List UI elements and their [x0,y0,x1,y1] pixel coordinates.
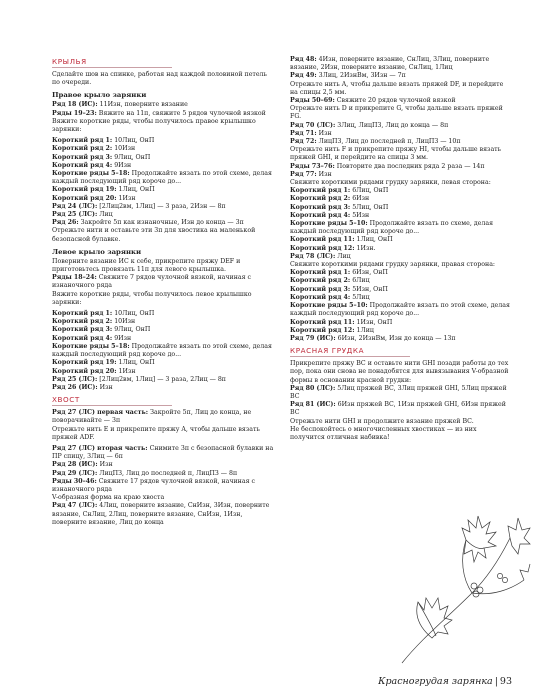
row-label: Ряд 29 (ЛС): [52,469,98,477]
instruction-text: 5Лиц пряжей BC, 3Лиц пряжей GHI, 5Лиц пряжей BC [290,384,507,400]
row-label: Короткий ряд 2: [52,318,113,326]
instruction-line [52,368,274,376]
row-label: Короткий ряд 4: [290,211,351,219]
instruction-line [52,195,274,203]
instruction-line [290,286,512,294]
instruction-text: Лиц [97,211,113,219]
row-label: Ряд 18 (ИС): [52,101,98,109]
row-label: Короткий ряд 4: [52,334,113,342]
instruction-text: Свяжите короткими рядами грудку зарянки, правая сторона: [290,261,496,269]
instruction-line [290,146,512,162]
instruction-text: [2Лиц2вм, 1Лиц] — 3 раза, 2Изн — 8п [97,202,226,210]
instruction-line [52,145,274,153]
row-label: Короткий ряд 20: [52,194,117,202]
instruction-line [52,110,274,118]
row-label: Ряд 81 (ИС): [290,401,336,409]
instruction-text: 1Лиц, ОнП [354,236,393,244]
instruction-line [290,401,512,417]
instruction-text: 10Лиц, ОнП [112,137,155,145]
section-heading-text: КРЫЛЬЯ [52,57,87,66]
row-label: Ряд 49: [290,72,317,80]
holly-illustration [392,498,532,668]
instruction-text: Продолжайте вязать по этой схеме, делая каждый последующий ряд короче до... [290,302,510,318]
instruction-text: Прикрепите пряжу BC и оставьте нити GHI позади работы до тех пор, пока они снова не понадобятся для вывязывания V-образной формы в основании красной грудки: [290,360,509,384]
instruction-line [52,470,274,478]
instruction-line [290,204,512,212]
instruction-text: Снимите 3п с безопасной булавки на ПР спицу, 3Лиц — 6п [52,444,274,461]
row-label: Ряд 48: [290,56,317,63]
instruction-text: V-образная форма на краю хвоста [52,494,165,502]
row-label: Короткий ряд 2: [52,145,113,153]
instruction-line [290,245,512,253]
row-label: Короткий ряд 12: [290,326,355,334]
instruction-text: 5Лиц, ОнП [350,203,389,211]
instruction-text: Свяжите 17 рядов чулочной вязкой, начиная с изнаночного ряда [52,477,255,493]
instruction-text: Изн [97,383,113,391]
instruction-text: Свяжите короткими рядами грудку зарянки, левая сторона: [290,179,491,187]
instruction-line [290,81,512,97]
instruction-line [52,335,274,343]
subheading [52,91,274,100]
instruction-text: 11Изн, поверните вязание [97,101,188,109]
row-label: Короткие ряды 5–18: [52,170,130,178]
instruction-line [52,384,274,392]
instruction-text: Вяжите короткие ряды, чтобы получилось левое крылышко зарянки: [52,290,252,306]
instruction-text: 3Лиц, 2ИзнВм, 3Изн — 7п [316,72,406,80]
section-heading-text: ХВОСТ [52,395,80,405]
instruction-text: 6Изн, 2ИзнВм, Изн до конца — 13п [335,334,456,342]
instruction-text: 6Лиц [350,277,370,285]
instruction-line [52,409,274,425]
row-label: Ряды 50–69: [290,97,335,105]
instruction-line [52,211,274,219]
row-label: Ряд 28 (ИС): [52,461,98,469]
instruction-text: 5Изн [350,211,370,219]
instruction-text: 10Изн [112,145,136,153]
instruction-line [290,97,512,105]
instruction-text: Вяжите короткие ряды, чтобы получилось правое крылышко зарянки: [52,117,256,134]
instruction-line [290,187,512,195]
instruction-line [290,179,512,187]
instruction-line [290,56,512,72]
footer-title: Красногрудая зарянка [378,676,493,687]
instruction-line [290,195,512,203]
instruction-text: Отрежьте нить E и прикрепите пряжу A, чтобы дальше вязать пряжей ADF. [52,425,260,441]
row-label: Ряд 70 (ЛС): [290,121,336,129]
row-label: Ряд 27 (ЛС) вторая часть: [52,444,148,452]
page-footer [378,676,512,687]
instruction-line [52,71,274,87]
row-label: Ряды 30–46: [52,477,97,485]
instruction-line [290,212,512,220]
instruction-line [52,154,274,162]
instruction-line [290,72,512,80]
instruction-line [52,291,274,307]
instruction-line [290,302,512,318]
subheading-text: Левое крыло зарянки [52,247,142,256]
row-label: Короткий ряд 3: [290,285,351,293]
instruction-text: Свяжите 20 рядов чулочной вязкой [334,97,456,105]
instruction-line [52,162,274,170]
row-label: Ряд 24 (ЛС): [52,202,98,210]
instruction-line [52,326,274,334]
instruction-text: Закройте 5п как изнаночные, Изн до конца — 3п [78,219,244,227]
row-label: Ряд 27 (ЛС) первая часть: [52,409,149,417]
row-label: Короткий ряд 19: [52,186,117,194]
instruction-text: Не беспокойтесь о многочисленных хвостиках — из них получится отличная набивка! [290,425,477,441]
row-label: Ряд 25 (ЛС): [52,211,98,219]
row-label: Ряд 79 (ИС): [290,334,336,342]
instruction-text: Лиц [335,252,351,260]
instruction-line [290,130,512,138]
row-label: Короткий ряд 2: [290,277,351,285]
instruction-line [52,494,274,502]
instruction-line [290,277,512,285]
right-column [290,56,512,442]
instruction-text: 5Изн, ОнП [350,285,388,293]
row-label: Короткий ряд 20: [52,367,117,375]
instruction-text: Отрежьте нити GHI и продолжите вязание пряжей BC. [290,417,474,425]
instruction-line [52,118,274,134]
instruction-text: ЛицПЗ, Лиц до последней п, ЛицПЗ — 8п [97,469,238,477]
instruction-line [290,105,512,121]
instruction-text: Изн [316,129,332,137]
row-label: Короткий ряд 4: [52,161,113,169]
instruction-line [290,385,512,401]
instruction-text: 6Изн, ОнП [350,269,388,277]
instruction-line [52,170,274,186]
instruction-line [290,220,512,236]
instruction-text: [2Лиц2вм, 1Лиц] — 3 раза, 2Лиц — 8п [97,375,226,383]
instruction-text: Продолжайте вязать по этой схеме, делая каждый последующий ряд короче до... [52,342,272,359]
row-label: Ряды 19–23: [52,109,97,117]
instruction-text: Отрежьте нить F и прикрепите пряжу HI, чтобы дальше вязать пряжей GHI, и перейдите на спицы 3 мм. [290,146,502,162]
instruction-line [290,138,512,146]
instruction-line [52,258,274,274]
row-label: Ряд 25 (ЛС): [52,375,98,383]
row-label: Короткий ряд 19: [52,359,117,367]
instruction-text: 1Лиц, ОнП [116,359,155,367]
instruction-line [52,478,274,494]
instruction-text: Повторите два последних ряда 2 раза — 14п [334,162,485,170]
instruction-line [52,101,274,109]
section-heading [52,57,172,68]
row-label: Ряд 78 (ЛС): [290,252,336,260]
instruction-line [52,426,274,442]
instruction-text: 9Лиц, ОнП [112,153,151,161]
row-label: Короткий ряд 11: [290,236,355,244]
instruction-text: Отрежьте нити и оставьте эти 3п для хвостика на маленькой безопасной булавке. [52,227,256,243]
instruction-text: Сделайте шов на спинке, работая над каждой половиной петель по очереди. [52,71,267,87]
instruction-text: Поверните вязание ИС к себе, прикрепите пряжу DEF и приготовьтесь провязать 11п для левого крылышка. [52,257,241,274]
instruction-line [290,335,512,343]
instruction-text: 9Лиц, ОнП [112,326,151,334]
instruction-line [290,418,512,426]
row-label: Короткий ряд 3: [52,153,113,161]
instruction-text: Вяжите на 11п, свяжите 5 рядов чулочной вязкой [96,109,266,117]
instruction-text: 1Лиц, ОнП [116,186,155,194]
instruction-line [290,426,512,442]
row-label: Короткий ряд 11: [290,318,355,326]
instruction-text: Отрежьте нить D и прикрепите G, чтобы дальше вязать пряжей FG. [290,105,503,121]
instruction-text: 1Изн, ОнП [354,318,393,326]
instruction-text: 9Изн [112,334,132,342]
footer-separator: | [494,676,498,687]
row-label: Ряд 72: [290,138,317,146]
instruction-text: 10Изн [112,318,136,326]
row-label: Ряд 71: [290,129,317,137]
row-label: Короткий ряд 1: [290,187,351,195]
instruction-text: Продолжайте вязать по этой схеме, делая каждый последующий ряд короче до... [52,170,272,186]
row-label: Ряд 47 (ЛС): [52,502,98,510]
instruction-text: Свяжите 7 рядов чулочной вязкой, начиная с изнаночного ряда [52,274,252,290]
instruction-line [52,318,274,326]
instruction-text: Продолжайте вязать по схеме, делая каждый последующий ряд короче до... [290,220,494,236]
row-label: Ряды 73–76: [290,162,335,170]
row-label: Короткий ряд 4: [290,293,351,301]
row-label: Короткий ряд 1: [52,310,113,318]
instruction-line [52,310,274,318]
instruction-line [52,445,274,461]
instruction-text: 3Лиц, ЛицПЗ, Лиц до конца — 8п [335,121,449,129]
instruction-line [52,359,274,367]
instruction-line [290,261,512,269]
instruction-text: Изн [97,461,113,469]
instruction-line [52,343,274,359]
instruction-text: 1Лиц [354,326,374,334]
instruction-line [290,327,512,335]
instruction-text: ЛицПЗ, Лиц до последней п, ЛицПЗ — 10п [316,138,461,146]
row-label: Короткий ряд 1: [52,137,113,145]
instruction-line [52,219,274,227]
row-label: Короткие ряды 5–18: [52,342,130,350]
instruction-line [52,502,274,527]
instruction-line [290,171,512,179]
row-label: Короткий ряд 3: [290,203,351,211]
row-label: Ряд 26 (ИС): [52,383,98,391]
instruction-text: 6Лиц, ОнП [350,187,389,195]
instruction-text: 4Изн, поверните вязание, СнЛиц, 3Лиц, поверните вязание, 2Изн, поверните вязание, СнЛиц, 1Лиц [290,56,490,72]
instruction-line [52,461,274,469]
instruction-text: 9Изн [112,161,132,169]
instruction-line [52,137,274,145]
row-label: Короткие ряды 5–10: [290,302,368,310]
row-label: Короткий ряд 1: [290,269,351,277]
instruction-text: 1Изн [116,367,136,375]
instruction-line [290,253,512,261]
row-label: Ряд 26: [52,219,79,227]
row-label: Короткий ряд 12: [290,244,355,252]
section-heading-text: КРАСНАЯ ГРУДКА [290,346,365,356]
instruction-text: 6Изн [350,195,370,203]
row-label: Короткие ряды 5–10: [290,220,368,228]
page-number: 93 [499,676,512,687]
instruction-line [290,269,512,277]
instruction-text: Изн [316,170,332,178]
section-heading [52,395,172,406]
instruction-text: 1Изн. [354,244,376,252]
row-label: Короткий ряд 2: [290,195,351,203]
instruction-text: 10Лиц, ОнП [112,310,155,318]
instruction-text: 6Изн пряжей BC, 1Изн пряжей GHI, 6Изн пряжей BC [290,401,506,417]
instruction-line [290,236,512,244]
instruction-text: 4Лиц, поверните вязание, СнИзн, 3Изн, поверните вязание, СнЛиц, 2Лиц, поверните вязание, СнИзн, 1Изн, поверните вязание, Лиц до конца [52,502,270,526]
row-label: Короткий ряд 3: [52,326,113,334]
instruction-line [52,203,274,211]
subheading [52,248,274,257]
instruction-text: Отрежьте нить A, чтобы дальше вязать пряжей DF, и перейдите на спицы 2,5 мм. [290,80,504,96]
instruction-line [290,319,512,327]
instruction-line [290,163,512,171]
left-column [52,54,274,527]
instruction-line [290,360,512,385]
row-label: Ряды 18–24: [52,274,97,282]
section-heading [290,346,410,357]
subheading-text: Правое крыло зарянки [52,91,147,100]
instruction-line [52,274,274,290]
row-label: Ряд 77: [290,170,317,178]
instruction-text: Закройте 5п, Лиц до конца, не поворачивайте — 3п [52,409,252,425]
instruction-line [52,376,274,384]
instruction-line [290,294,512,302]
instruction-text: 5Лиц [350,293,370,301]
instruction-line [52,227,274,243]
instruction-line [52,186,274,194]
instruction-line [290,122,512,130]
instruction-text: 1Изн [116,194,136,202]
row-label: Ряд 80 (ЛС): [290,384,336,392]
